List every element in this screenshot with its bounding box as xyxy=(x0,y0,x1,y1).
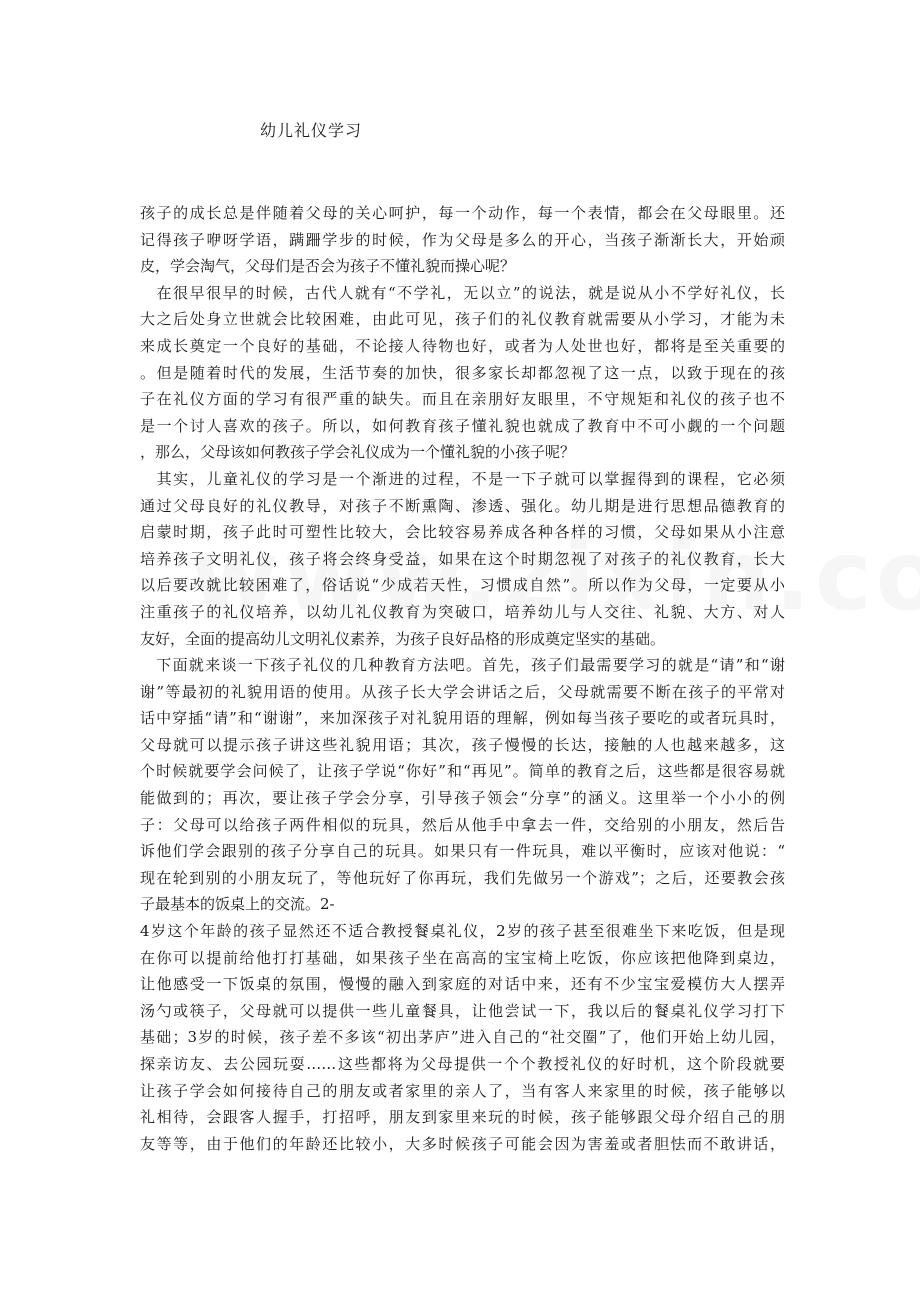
document-title: 幼儿礼仪学习 xyxy=(260,121,363,140)
body-line: 能做到的；再次，要让孩子学会分享，引导孩子领会“分享”的涵义。这里举一个小小的例 xyxy=(140,789,785,808)
body-line: 子：父母可以给孩子两件相似的玩具，然后从他手中拿去一件，交给别的小朋友，然后告 xyxy=(140,815,785,834)
body-line: 在你可以提前给他打打基础，如果孩子坐在高高的宝宝椅上吃饭，你应该把他降到桌边， xyxy=(140,948,785,967)
body-line: 友等等，由于他们的年龄还比较小，大多时候孩子可能会因为害羞或者胆怯而不敢讲话， xyxy=(140,1134,785,1153)
body-line: 培养孩子文明礼仪，孩子将会终身受益，如果在这个时期忽视了对孩子的礼仪教育，长大 xyxy=(140,549,785,568)
body-line: 在很早很早的时候，古代人就有“不学礼，无以立”的说法，就是说从小不学好礼仪，长 xyxy=(140,283,785,302)
body-line: 父母就可以提示孩子讲这些礼貌用语；其次，孩子慢慢的长达，接触的人也越来越多，这 xyxy=(140,735,785,754)
body-line: 通过父母良好的礼仪教导，对孩子不断熏陶、渗透、强化。幼儿期是进行思想品德教育的 xyxy=(140,496,785,515)
body-line: 友好，全面的提高幼儿文明礼仪素养，为孩子良好品格的形成奠定坚实的基础。 xyxy=(140,629,666,648)
body-line: 现在轮到别的小朋友玩了，等他玩好了你再玩，我们先做另一个游戏”；之后，还要教会孩 xyxy=(140,868,785,887)
body-line: 基础；3岁的时候，孩子差不多该“初出茅庐”进入自己的“社交圈”了，他们开始上幼儿园， xyxy=(140,1028,785,1047)
body-line: 是一个讨人喜欢的孩子。所以，如何教育孩子懂礼貌也就成了教育中不可小觑的一个问题 xyxy=(140,416,785,435)
body-line: 个时候就要学会问候了，让孩子学说“你好”和“再见”。简单的教育之后，这些都是很容易就 xyxy=(140,762,785,781)
document-body xyxy=(140,200,785,1157)
body-line: 汤勺或筷子，父母就可以提供一些儿童餐具，让他尝试一下，我以后的餐桌礼仪学习打下 xyxy=(140,1001,785,1020)
body-line: 皮，学会淘气，父母们是否会为孩子不懂礼貌而操心呢？ xyxy=(140,257,516,276)
body-line: 4岁这个年龄的孩子显然还不适合教授餐桌礼仪，2岁的孩子甚至很难坐下来吃饭，但是现 xyxy=(140,922,785,941)
body-line: 子最基本的饭桌上的交流。2- xyxy=(140,895,335,914)
body-line: 下面就来谈一下孩子礼仪的几种教育方法吧。首先，孩子们最需要学习的就是“请”和“谢 xyxy=(140,656,785,675)
body-line: 谢”等最初的礼貌用语的使用。从孩子长大学会讲话之后，父母就需要不断在孩子的平常对 xyxy=(140,682,785,701)
body-line: 礼相待，会跟客人握手，打招呼，朋友到家里来玩的时候，孩子能够跟父母介绍自己的朋 xyxy=(140,1108,785,1127)
body-line: 其实，儿童礼仪的学习是一个渐进的过程，不是一下子就可以掌握得到的课程，它必须 xyxy=(140,469,785,488)
body-line: 让他感受一下饭桌的氛围，慢慢的融入到家庭的对话中来，还有不少宝宝爱模仿大人摆弄 xyxy=(140,975,785,994)
body-line: 诉他们学会跟别的孩子分享自己的玩具。如果只有一件玩具，难以平衡时，应该对他说：“ xyxy=(140,842,785,861)
body-line: 孩子的成长总是伴随着父母的关心呵护，每一个动作，每一个表情，都会在父母眼里。还 xyxy=(140,204,785,222)
body-line: 话中穿插“请”和“谢谢”，来加深孩子对礼貌用语的理解，例如每当孩子要吃的或者玩具时， xyxy=(140,709,785,728)
body-line: 大之后处身立世就会比较困难，由此可见，孩子们的礼仪教育就需要从小学习，才能为未 xyxy=(140,310,785,329)
body-line: 来成长奠定一个良好的基础，不论接人待物也好，或者为人处世也好，都将是至关重要的 xyxy=(140,336,785,355)
body-line: 子在礼仪方面的学习有很严重的缺失。而且在亲朋好友眼里，不守规矩和礼仪的孩子也不 xyxy=(140,390,785,409)
body-line: 让孩子学会如何接待自己的朋友或者家里的亲人了，当有客人来家里的时候，孩子能够以 xyxy=(140,1081,785,1100)
body-line: 探亲访友、去公园玩耍……这些都将为父母提供一个个教授礼仪的好时机，这个阶段就要 xyxy=(140,1055,785,1073)
body-line: 记得孩子咿呀学语，蹒跚学步的时候，作为父母是多么的开心，当孩子渐渐长大，开始顽 xyxy=(140,230,785,249)
body-line: 注重孩子的礼仪培养，以幼儿礼仪教育为突破口，培养幼儿与人交往、礼貌、大方、对人 xyxy=(140,602,785,621)
body-line: 启蒙时期，孩子此时可塑性比较大，会比较容易养成各种各样的习惯，父母如果从小注意 xyxy=(140,523,785,542)
body-line: 以后要改就比较困难了，俗话说“少成若天性，习惯成自然”。所以作为父母，一定要从小 xyxy=(140,576,785,595)
body-line: 。但是随着时代的发展，生活节奏的加快，很多家长却都忽视了这一点，以致于现在的孩 xyxy=(140,363,785,382)
body-line: ，那么，父母该如何教孩子学会礼仪成为一个懂礼貌的小孩子呢？ xyxy=(140,443,576,462)
